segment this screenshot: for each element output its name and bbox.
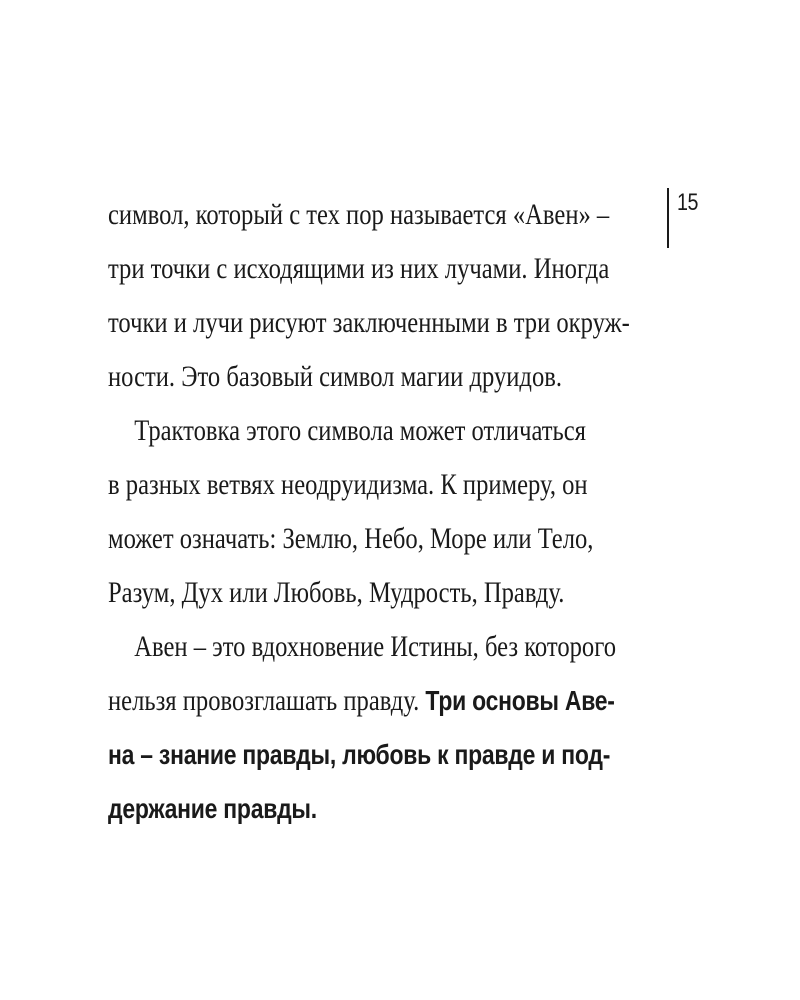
text-line: точки и лучи рисуют заключенными в три окруж- xyxy=(108,306,630,339)
bold-text-span: Три основы Аве- xyxy=(425,685,615,716)
page-number: 15 xyxy=(677,189,699,216)
body-text xyxy=(108,188,728,836)
text-line: Авен – это вдохновение Истины, без которого xyxy=(134,630,617,663)
text-line: Трактовка этого символа может отличаться xyxy=(134,414,586,447)
text-line: может означать: Землю, Небо, Море или Тело, xyxy=(108,522,594,555)
text-line: Разум, Дух или Любовь, Мудрость, Правду. xyxy=(108,576,565,609)
text-line: в разных ветвях неодруидизма. К примеру, он xyxy=(108,468,588,501)
paragraph-3 xyxy=(108,620,728,836)
text-line-mixed xyxy=(108,674,616,728)
bold-text-line: держание правды. xyxy=(108,793,317,824)
paragraph-2 xyxy=(108,404,728,620)
text-line: ности. Это базовый символ магии друидов. xyxy=(108,360,563,393)
paragraph-1 xyxy=(108,188,728,404)
text-span: нельзя провозглашать правду. xyxy=(108,684,426,717)
text-line: три точки с исходящими из них лучами. Иногда xyxy=(108,252,610,285)
text-line: символ, который с тех пор называется «Авен» – xyxy=(108,198,610,231)
bold-text-line: на – знание правды, любовь к правде и под- xyxy=(108,739,611,770)
